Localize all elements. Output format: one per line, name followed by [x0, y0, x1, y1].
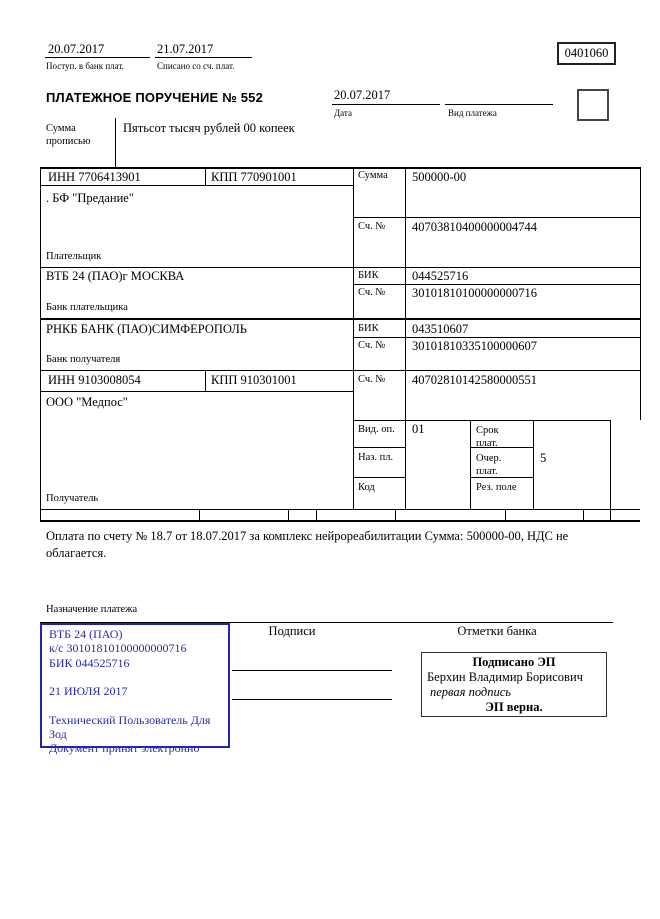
payer-bank-bik-label: БИК — [358, 270, 379, 281]
bank-electronic-stamp — [40, 623, 230, 756]
document-date: 20.07.2017 — [334, 88, 391, 102]
payer-bank-name: ВТБ 24 (ПАО)г МОСКВА — [46, 269, 185, 283]
payer-account-label: Сч. № — [358, 221, 386, 232]
table-mid-divider — [353, 167, 354, 509]
stamp-spacer — [49, 699, 224, 713]
debited-date: 21.07.2017 — [157, 42, 214, 56]
stamp-spacer — [49, 670, 224, 684]
tax-strip-divider-5 — [505, 509, 506, 521]
tax-strip-top-line — [40, 509, 640, 510]
amount-account-divider — [353, 217, 640, 218]
tax-strip-divider-6 — [583, 509, 584, 521]
op-table-right-border — [610, 420, 611, 521]
received-in-bank-label: Поступ. в банк плат. — [46, 61, 124, 71]
priority-square-box — [577, 89, 609, 121]
beneficiary-bank-bik: 043510607 — [412, 322, 469, 336]
table-top-border — [40, 167, 640, 169]
received-date-underline — [45, 57, 150, 58]
beneficiary-inn-row-underline — [40, 391, 353, 392]
payer-account: 40703810400000004744 — [412, 220, 537, 234]
payer-inn: ИНН 7706413901 — [48, 170, 141, 184]
signatures-header: Подписи — [268, 624, 316, 638]
debited-date-underline — [155, 57, 252, 58]
payment-purpose-code-label: Наз. пл. — [358, 452, 394, 463]
tax-strip-divider-3 — [316, 509, 317, 521]
tax-strip-bottom-line — [40, 520, 640, 522]
form-code-box — [557, 42, 616, 65]
stamp-bank-name: ВТБ 24 (ПАО) — [49, 627, 123, 641]
inn-kpp-divider — [205, 167, 206, 185]
esign-signer-name: Берхин Владимир Борисович — [427, 670, 583, 684]
bank-marks-header: Отметки банка — [457, 624, 537, 638]
received-in-bank-date: 20.07.2017 — [48, 42, 105, 56]
payer-bank-section-label: Банк плательщика — [46, 302, 128, 313]
debited-label: Списано со сч. плат. — [157, 61, 235, 71]
beneficiary-bank-section-label: Банк получателя — [46, 354, 121, 365]
payer-bank-bik-underline — [353, 284, 640, 285]
beneficiary-bank-bik-label: БИК — [358, 323, 379, 334]
payment-kind-label: Вид платежа — [448, 108, 497, 118]
beneficiary-kpp: КПП 910301001 — [211, 373, 297, 387]
stamp-user: Технический Пользователь Для Зод — [49, 712, 211, 742]
form-code: 0401060 — [564, 46, 609, 60]
code-label: Код — [358, 482, 375, 493]
label-value-divider — [405, 167, 406, 509]
tax-strip-divider-4 — [395, 509, 396, 521]
beneficiary-account-label: Сч. № — [358, 374, 386, 385]
payer-section-label: Плательщик — [46, 251, 102, 262]
priority-label: Очер. плат. — [476, 453, 502, 477]
date-label: Дата — [334, 108, 352, 118]
inn-row-underline — [40, 185, 353, 186]
beneficiary-bank-name: РНКБ БАНК (ПАО)СИМФЕРОПОЛЬ — [46, 322, 247, 336]
beneficiary-inn-kpp-divider — [205, 370, 206, 391]
payer-kpp: КПП 770901001 — [211, 170, 297, 184]
op-table-divider-1 — [470, 420, 471, 509]
beneficiary-inn: ИНН 9103008054 — [48, 373, 141, 387]
payer-bank-account-label: Сч. № — [358, 287, 386, 298]
table-right-border — [640, 167, 641, 420]
signature-line-2 — [232, 699, 392, 700]
table-left-border — [40, 167, 41, 522]
tax-strip-divider-1 — [199, 509, 200, 521]
beneficiary-account: 40702810142580000551 — [412, 373, 537, 387]
amount-in-words-label: Сумма прописью — [46, 123, 91, 147]
signature-line-1 — [232, 670, 392, 671]
amount-in-words-value: Пятьсот тысяч рублей 00 копеек — [123, 121, 295, 135]
esign-title: Подписано ЭП — [472, 655, 556, 669]
op-kind-underline — [353, 447, 405, 448]
payer-bank-bottom-line — [40, 318, 640, 320]
payment-kind-underline — [445, 104, 553, 105]
priority-value: 5 — [540, 451, 547, 465]
beneficiary-bank-account: 30101810335100000607 — [412, 339, 537, 353]
payment-purpose-section-label: Назначение платежа — [46, 604, 138, 615]
op-kind-value: 01 — [412, 422, 425, 436]
date-underline — [332, 104, 440, 105]
stamp-date: 21 ИЮЛЯ 2017 — [49, 684, 128, 699]
tax-strip-divider-2 — [288, 509, 289, 521]
esign-signature-kind: первая подпись — [430, 685, 511, 699]
payer-bank-account: 30101810100000000716 — [412, 286, 537, 300]
beneficiary-bank-bottom-line — [40, 370, 640, 371]
beneficiary-bank-account-label: Сч. № — [358, 340, 386, 351]
amount-value: 500000-00 — [412, 170, 467, 184]
stamp-bik: БИК 044525716 — [49, 655, 130, 670]
stamp-corr-account: к/с 30101810100000000716 — [49, 641, 187, 656]
beneficiary-bank-bik-underline — [353, 337, 640, 338]
beneficiary-section-label: Получатель — [46, 493, 99, 504]
amount-words-divider — [115, 118, 116, 168]
op-kind-label: Вид. оп. — [358, 424, 395, 435]
op-table-divider-2 — [533, 420, 534, 509]
amount-label: Сумма — [358, 170, 388, 181]
payment-purpose-text: Оплата по счету № 18.7 от 18.07.2017 за комплекс нейрореабилитации Сумма: 500000-00, НДС не облагается. — [46, 529, 569, 560]
payer-bank-bik: 044525716 — [412, 269, 469, 283]
electronic-signature-stamp — [421, 652, 607, 717]
payer-bottom-line — [40, 267, 640, 268]
esign-validity: ЭП верна. — [485, 700, 543, 714]
purpose-code-underline — [353, 477, 405, 478]
payer-name: . БФ "Предание" — [46, 191, 134, 205]
payment-term-label: Срок плат. — [476, 425, 499, 449]
stamp-note: Документ принят электронно — [49, 741, 200, 756]
document-title: ПЛАТЕЖНОЕ ПОРУЧЕНИЕ № 552 — [46, 90, 264, 105]
beneficiary-name: ООО "Медпос" — [46, 395, 128, 409]
op-table-top-line — [353, 420, 610, 421]
reserve-field-label: Рез. поле — [476, 482, 517, 493]
